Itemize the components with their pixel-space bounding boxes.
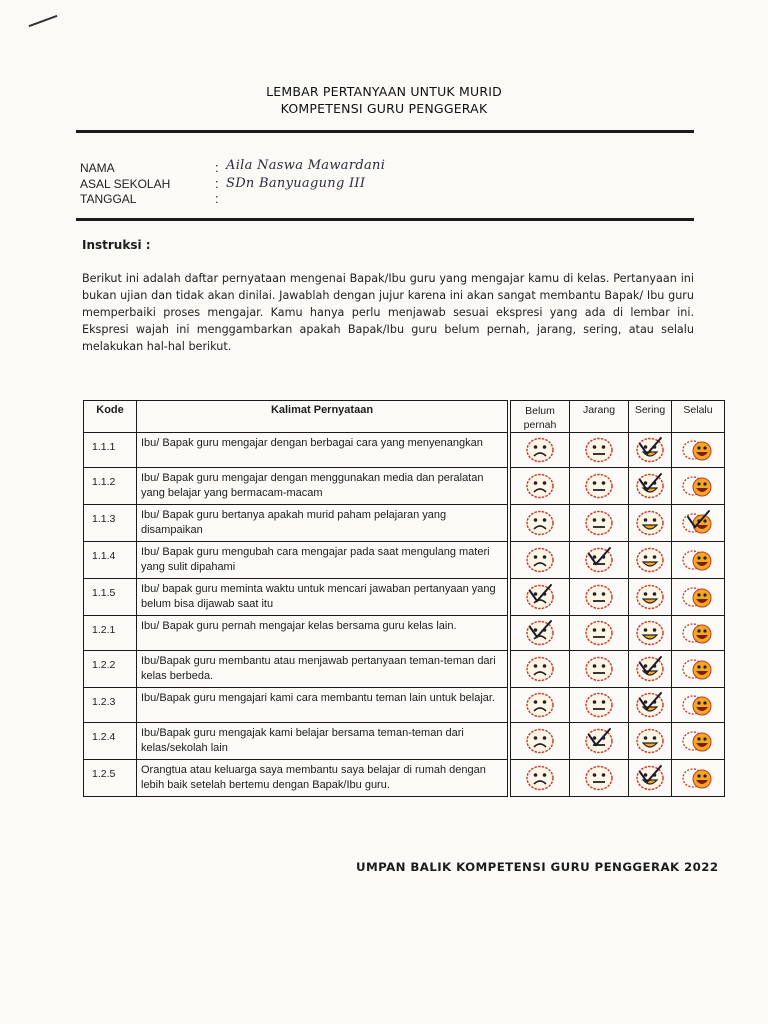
smile-face-icon[interactable] [633,691,667,719]
rating-cell[interactable] [672,723,725,760]
instructions-text: Berikut ini adalah daftar pernyataan mengenai Bapak/Ibu guru yang mengajar kamu di kelas. Pertanyaan ini bukan ujian dan tidak akan dinilai. Jawablah dengan jujur karena ini akan sangat membantu Bapak/ Ibu guru memperbaiki proses mengajar. Kamu hanya perlu menjawab sesuai ekspresi yang ada di lembar ini. Ekspresi wajah ini menggambarkan apakah Bapak/Ibu guru belum pernah, jarang, sering, atau selalu melakukan hal-hal berikut. [82,272,694,353]
smile-face-icon[interactable] [633,583,667,611]
neutral-face-icon[interactable] [582,764,616,792]
laughing-face-icon[interactable] [681,655,715,683]
column-header-statement: Kalimat Pernyataan [137,401,508,433]
name-label: NAMA [80,161,115,175]
statement-text: Ibu/ bapak guru meminta waktu untuk mencari jawaban pertanyaan yang belum bisa dijawab saat itu [137,579,508,616]
rating-cell[interactable] [570,542,629,579]
laughing-face-icon[interactable] [681,436,715,464]
column-header-code: Kode [84,401,137,433]
statement-code: 1.1.2 [84,468,137,505]
statement-code: 1.2.2 [84,651,137,688]
rating-cell[interactable] [629,542,672,579]
neutral-face-icon[interactable] [582,655,616,683]
smile-face-icon[interactable] [633,436,667,464]
rating-cell[interactable] [570,433,629,468]
document-title-line-2: KOMPETENSI GURU PENGGERAK [280,101,488,116]
neutral-face-icon[interactable] [582,509,616,537]
smile-face-icon[interactable] [633,472,667,500]
school-colon: : [215,176,219,191]
table-row [84,760,725,797]
rating-cell[interactable] [570,468,629,505]
date-colon: : [215,191,219,206]
statement-text: Ibu/Bapak guru membantu atau menjawab pertanyaan teman-teman dari kelas berbeda. [137,651,508,688]
rating-cell[interactable] [511,505,570,542]
sad-face-icon[interactable] [523,583,557,611]
column-header-never: Belum pernah [511,401,570,433]
smile-face-icon[interactable] [633,764,667,792]
table-row [84,468,725,505]
laughing-face-icon[interactable] [681,727,715,755]
statement-code: 1.1.1 [84,433,137,468]
rating-cell[interactable] [629,468,672,505]
rating-cell[interactable] [570,505,629,542]
statement-text: Orangtua atau keluarga saya membantu saya belajar di rumah dengan lebih baik setelah bertemu dengan Bapak/Ibu guru. [137,760,508,797]
rating-cell[interactable] [570,760,629,797]
rating-cell[interactable] [511,723,570,760]
column-header-always: Selalu [672,401,725,433]
laughing-face-icon[interactable] [681,472,715,500]
rating-cell[interactable] [629,579,672,616]
statement-code: 1.1.5 [84,579,137,616]
top-divider [76,130,694,133]
rating-cell[interactable] [570,616,629,651]
table-row [84,688,725,723]
laughing-face-icon[interactable] [681,546,715,574]
rating-cell[interactable] [511,651,570,688]
rating-cell[interactable] [511,616,570,651]
statement-code: 1.2.5 [84,760,137,797]
rating-cell[interactable] [629,651,672,688]
rating-cell[interactable] [570,579,629,616]
neutral-face-icon[interactable] [582,691,616,719]
table-row [84,651,725,688]
neutral-face-icon[interactable] [582,472,616,500]
sad-face-icon[interactable] [523,691,557,719]
table-row [84,579,725,616]
rating-cell[interactable] [511,579,570,616]
laughing-face-icon[interactable] [681,764,715,792]
sad-face-icon[interactable] [523,509,557,537]
rating-cell[interactable] [672,688,725,723]
bottom-divider [76,218,694,221]
rating-cell[interactable] [629,505,672,542]
rating-cell[interactable] [511,433,570,468]
laughing-face-icon[interactable] [681,509,715,537]
column-header-often: Sering [629,401,672,433]
statement-text: Ibu/ Bapak guru mengajar dengan menggunakan media dan peralatan yang belajar yang bermacam-macam [137,468,508,505]
neutral-face-icon[interactable] [582,727,616,755]
statement-text: Ibu/ Bapak guru mengajar dengan berbagai cara yang menyenangkan [137,433,508,468]
statement-code: 1.1.4 [84,542,137,579]
rating-cell[interactable] [672,433,725,468]
statement-code: 1.1.3 [84,505,137,542]
document-title-line-1: LEMBAR PERTANYAAN UNTUK MURID [266,84,502,99]
sad-face-icon[interactable] [523,472,557,500]
statement-code: 1.2.1 [84,616,137,651]
rating-cell[interactable] [511,760,570,797]
rating-cell[interactable] [629,616,672,651]
date-label: TANGGAL [80,192,137,206]
table-row [84,505,725,542]
smile-face-icon[interactable] [633,509,667,537]
statement-text: Ibu/Bapak guru mengajari kami cara membantu teman lain untuk belajar. [137,688,508,723]
smile-face-icon[interactable] [633,619,667,647]
sad-face-icon[interactable] [523,727,557,755]
rating-cell[interactable] [629,760,672,797]
footer-title: UMPAN BALIK KOMPETENSI GURU PENGGERAK 2022 [356,860,719,874]
rating-cell[interactable] [511,542,570,579]
table-row [84,616,725,651]
statement-code: 1.2.4 [84,723,137,760]
rating-cell[interactable] [629,723,672,760]
rating-cell[interactable] [570,723,629,760]
column-header-rarely: Jarang [570,401,629,433]
table-row [84,723,725,760]
rating-cell[interactable] [672,468,725,505]
rating-cell[interactable] [570,651,629,688]
sad-face-icon[interactable] [523,619,557,647]
neutral-face-icon[interactable] [582,546,616,574]
smile-face-icon[interactable] [633,546,667,574]
name-colon: : [215,160,219,175]
rating-cell[interactable] [629,433,672,468]
rating-cell[interactable] [672,505,725,542]
statement-code: 1.2.3 [84,688,137,723]
laughing-face-icon[interactable] [681,619,715,647]
sad-face-icon[interactable] [523,436,557,464]
rating-cell[interactable] [672,760,725,797]
table-row [84,542,725,579]
rating-cell[interactable] [672,579,725,616]
questionnaire-table [83,400,725,797]
sad-face-icon[interactable] [523,546,557,574]
neutral-face-icon[interactable] [582,619,616,647]
instructions-heading: Instruksi : [82,238,151,252]
neutral-face-icon[interactable] [582,436,616,464]
school-value[interactable]: SDn Banyuagung III [226,176,366,191]
neutral-face-icon[interactable] [582,583,616,611]
rating-cell[interactable] [629,688,672,723]
pen-mark [29,15,58,27]
school-label: ASAL SEKOLAH [80,177,171,191]
rating-cell[interactable] [672,651,725,688]
rating-cell[interactable] [672,542,725,579]
rating-cell[interactable] [511,468,570,505]
smile-face-icon[interactable] [633,727,667,755]
sad-face-icon[interactable] [523,655,557,683]
statement-text: Ibu/ Bapak guru mengubah cara mengajar pada saat mengulang materi yang sulit dipahami [137,542,508,579]
rating-cell[interactable] [511,688,570,723]
laughing-face-icon[interactable] [681,691,715,719]
statement-text: Ibu/ Bapak guru pernah mengajar kelas bersama guru kelas lain. [137,616,508,651]
rating-cell[interactable] [672,616,725,651]
rating-cell[interactable] [570,688,629,723]
name-value[interactable]: Aila Naswa Mawardani [226,158,386,173]
statement-text: Ibu/Bapak guru mengajak kami belajar bersama teman-teman dari kelas/sekolah lain [137,723,508,760]
table-row [84,433,725,468]
statement-text: Ibu/ Bapak guru bertanya apakah murid paham pelajaran yang disampaikan [137,505,508,542]
smile-face-icon[interactable] [633,655,667,683]
sad-face-icon[interactable] [523,764,557,792]
laughing-face-icon[interactable] [681,583,715,611]
